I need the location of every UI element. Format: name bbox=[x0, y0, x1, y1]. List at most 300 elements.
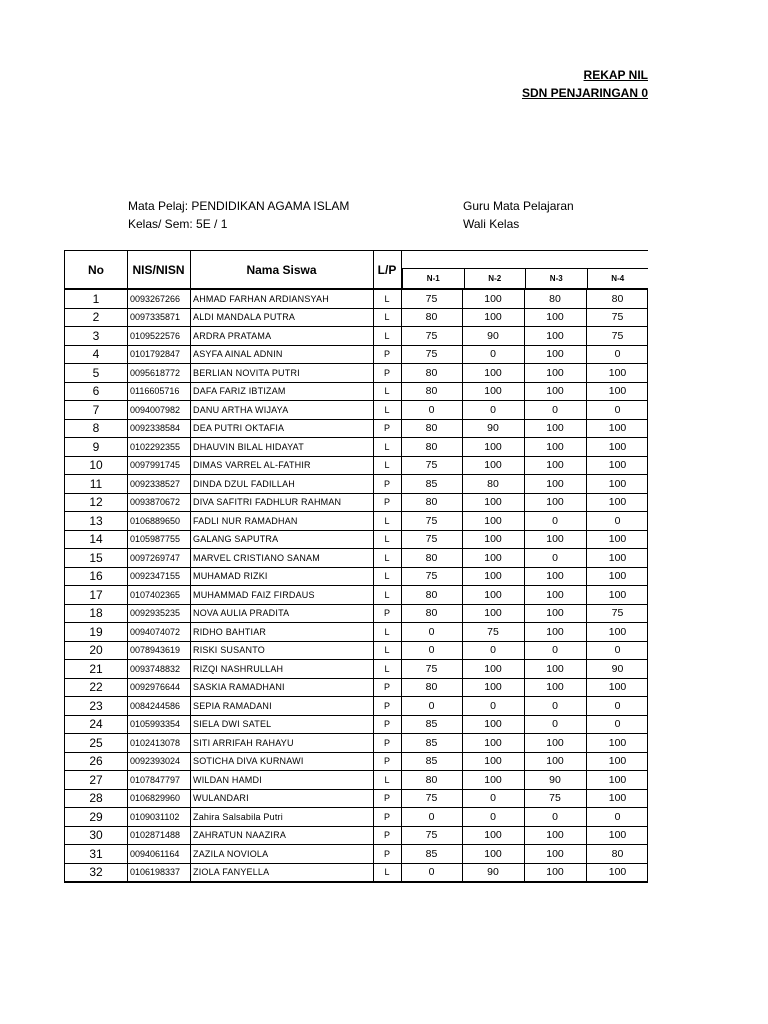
cell-nama: Zahira Salsabila Putri bbox=[193, 811, 283, 822]
cell-nama: BERLIAN NOVITA PUTRI bbox=[193, 367, 300, 378]
table-row bbox=[65, 734, 648, 753]
cell-lp: P bbox=[383, 349, 390, 360]
cell-nama: NOVA AULIA PRADITA bbox=[193, 608, 290, 619]
divider bbox=[373, 549, 374, 567]
cell-nama: MARVEL CRISTIANO SANAM bbox=[193, 552, 320, 563]
cell-lp: L bbox=[384, 867, 390, 878]
cell-n4: 0 bbox=[614, 514, 621, 527]
cell-nis: 0092935235 bbox=[130, 608, 181, 619]
cell-n2: 100 bbox=[484, 533, 502, 546]
divider bbox=[462, 512, 463, 530]
divider bbox=[190, 549, 191, 567]
cell-n4: 100 bbox=[608, 533, 627, 546]
divider bbox=[190, 679, 191, 697]
divider bbox=[127, 290, 128, 308]
report-title: REKAP NIL bbox=[583, 68, 648, 82]
divider bbox=[373, 251, 374, 288]
table-row bbox=[65, 827, 648, 846]
divider bbox=[127, 568, 128, 586]
divider bbox=[462, 290, 463, 308]
divider bbox=[401, 605, 402, 623]
cell-lp: L bbox=[384, 589, 390, 600]
cell-lp: L bbox=[384, 460, 390, 471]
divider bbox=[127, 420, 128, 438]
divider bbox=[462, 827, 463, 845]
col-header-nis: NIS/NISN bbox=[132, 262, 185, 277]
divider bbox=[373, 346, 374, 364]
divider bbox=[127, 512, 128, 530]
cell-n3: 0 bbox=[552, 810, 558, 823]
cell-no: 30 bbox=[89, 828, 103, 843]
cell-nama: ARDRA PRATAMA bbox=[193, 330, 272, 341]
cell-n1: 85 bbox=[425, 847, 438, 860]
divider bbox=[524, 475, 525, 493]
cell-n4: 100 bbox=[608, 477, 627, 490]
score-subheader bbox=[402, 268, 648, 288]
cell-n1: 75 bbox=[425, 348, 438, 361]
divider bbox=[462, 845, 463, 863]
divider bbox=[462, 383, 463, 401]
divider bbox=[586, 364, 587, 382]
divider bbox=[127, 327, 128, 345]
cell-nis: 0094061164 bbox=[130, 848, 180, 859]
divider bbox=[373, 327, 374, 345]
divider bbox=[524, 827, 525, 845]
cell-n3: 100 bbox=[546, 477, 564, 490]
cell-no: 22 bbox=[89, 680, 103, 695]
cell-lp: P bbox=[383, 682, 390, 693]
cell-lp: L bbox=[384, 571, 390, 582]
divider bbox=[586, 808, 587, 826]
divider bbox=[586, 845, 587, 863]
cell-nis: 0097991745 bbox=[130, 460, 181, 471]
divider bbox=[524, 753, 525, 771]
cell-n2: 100 bbox=[484, 366, 502, 379]
cell-no: 26 bbox=[89, 754, 103, 769]
cell-nama: ZAHRATUN NAAZIRA bbox=[193, 830, 287, 841]
cell-lp: P bbox=[383, 478, 390, 489]
cell-n2: 0 bbox=[490, 644, 496, 657]
table-row bbox=[65, 753, 648, 772]
cell-lp: L bbox=[384, 645, 390, 656]
divider bbox=[190, 734, 191, 752]
table-row bbox=[65, 568, 648, 587]
divider bbox=[524, 327, 525, 345]
cell-n3: 100 bbox=[546, 736, 564, 749]
table-body bbox=[65, 290, 648, 882]
divider bbox=[524, 494, 525, 512]
cell-n4: 100 bbox=[608, 681, 627, 694]
cell-lp: L bbox=[384, 330, 390, 341]
divider bbox=[127, 438, 128, 456]
cell-n3: 100 bbox=[546, 847, 564, 860]
divider bbox=[524, 401, 525, 419]
divider bbox=[586, 753, 587, 771]
cell-n2: 0 bbox=[490, 699, 496, 712]
divider bbox=[127, 475, 128, 493]
divider bbox=[462, 753, 463, 771]
cell-n1: 75 bbox=[425, 792, 438, 805]
cell-nama: DIMAS VARREL AL-FATHIR bbox=[193, 460, 311, 471]
divider bbox=[401, 383, 402, 401]
divider bbox=[586, 623, 587, 641]
cell-no: 9 bbox=[92, 439, 100, 454]
cell-nis: 0107402365 bbox=[130, 589, 181, 600]
cell-n1: 80 bbox=[425, 385, 438, 398]
cell-n4: 80 bbox=[611, 847, 624, 860]
divider bbox=[373, 623, 374, 641]
divider bbox=[190, 642, 191, 660]
cell-lp: L bbox=[384, 293, 390, 304]
divider bbox=[373, 660, 374, 678]
divider bbox=[401, 531, 402, 549]
divider bbox=[401, 845, 402, 863]
cell-no: 21 bbox=[89, 661, 103, 676]
col-header-n2: N-2 bbox=[464, 269, 526, 288]
divider bbox=[127, 549, 128, 567]
cell-n3: 80 bbox=[549, 292, 561, 305]
cell-n3: 100 bbox=[546, 459, 564, 472]
divider bbox=[127, 494, 128, 512]
cell-n1: 80 bbox=[425, 440, 438, 453]
cell-n1: 0 bbox=[428, 403, 435, 416]
divider bbox=[586, 290, 587, 308]
cell-nama: WULANDARI bbox=[193, 793, 249, 804]
divider bbox=[373, 864, 374, 882]
divider bbox=[373, 679, 374, 697]
divider bbox=[524, 771, 525, 789]
cell-nis: 0106198337 bbox=[130, 867, 181, 878]
cell-lp: P bbox=[383, 423, 390, 434]
cell-n4: 75 bbox=[611, 607, 624, 620]
cell-lp: L bbox=[384, 626, 390, 637]
class-label: Kelas/ Sem: 5E / 1 bbox=[128, 217, 228, 231]
table-row bbox=[65, 401, 648, 420]
divider bbox=[586, 494, 587, 512]
cell-nis: 0105993354 bbox=[130, 719, 181, 730]
cell-lp: L bbox=[384, 312, 390, 323]
divider bbox=[190, 716, 191, 734]
divider bbox=[190, 864, 191, 882]
divider bbox=[524, 290, 525, 308]
cell-n4: 100 bbox=[608, 755, 627, 768]
cell-lp: P bbox=[383, 737, 390, 748]
cell-n1: 80 bbox=[425, 496, 438, 509]
cell-nama: SEPIA RAMADANI bbox=[193, 700, 272, 711]
divider bbox=[127, 771, 128, 789]
divider bbox=[190, 364, 191, 382]
cell-nis: 0092347155 bbox=[130, 571, 181, 582]
cell-n1: 75 bbox=[425, 662, 438, 675]
cell-no: 32 bbox=[89, 865, 103, 880]
cell-nama: SIELA DWI SATEL bbox=[193, 719, 272, 730]
grade-table bbox=[64, 250, 648, 883]
cell-n2: 100 bbox=[484, 718, 502, 731]
cell-n4: 0 bbox=[614, 644, 621, 657]
cell-n3: 100 bbox=[546, 570, 564, 583]
cell-lp: L bbox=[384, 404, 390, 415]
cell-n2: 100 bbox=[484, 662, 502, 675]
divider bbox=[586, 549, 587, 567]
divider bbox=[401, 290, 402, 308]
cell-no: 16 bbox=[89, 569, 103, 584]
cell-n4: 0 bbox=[614, 403, 621, 416]
divider bbox=[462, 734, 463, 752]
cell-n4: 80 bbox=[611, 292, 624, 305]
divider bbox=[190, 790, 191, 808]
divider bbox=[524, 642, 525, 660]
divider bbox=[373, 457, 374, 475]
divider bbox=[462, 549, 463, 567]
cell-no: 29 bbox=[89, 809, 103, 824]
table-row bbox=[65, 716, 648, 735]
divider bbox=[462, 327, 463, 345]
cell-n2: 0 bbox=[490, 403, 496, 416]
table-row bbox=[65, 475, 648, 494]
cell-n4: 90 bbox=[611, 662, 624, 675]
table-row bbox=[65, 586, 648, 605]
divider bbox=[401, 346, 402, 364]
cell-n3: 100 bbox=[546, 662, 564, 675]
cell-nis: 0116605716 bbox=[130, 386, 180, 397]
divider bbox=[586, 531, 587, 549]
cell-no: 19 bbox=[89, 624, 103, 639]
divider bbox=[373, 642, 374, 660]
divider bbox=[373, 586, 374, 604]
divider bbox=[524, 438, 525, 456]
cell-n1: 80 bbox=[425, 607, 438, 620]
divider bbox=[401, 808, 402, 826]
divider bbox=[401, 420, 402, 438]
divider bbox=[373, 420, 374, 438]
cell-n2: 90 bbox=[487, 422, 499, 435]
cell-n3: 0 bbox=[552, 551, 558, 564]
divider bbox=[586, 475, 587, 493]
cell-n4: 100 bbox=[608, 625, 627, 638]
cell-n4: 100 bbox=[608, 736, 627, 749]
table-row bbox=[65, 531, 648, 550]
cell-no: 20 bbox=[89, 643, 103, 658]
cell-n4: 100 bbox=[608, 551, 627, 564]
cell-n2: 0 bbox=[490, 792, 496, 805]
cell-n1: 80 bbox=[425, 551, 438, 564]
cell-n2: 100 bbox=[484, 681, 502, 694]
divider bbox=[401, 864, 402, 882]
divider bbox=[127, 586, 128, 604]
cell-nis: 0084244586 bbox=[130, 700, 181, 711]
divider bbox=[190, 420, 191, 438]
divider bbox=[586, 309, 587, 327]
divider bbox=[190, 771, 191, 789]
divider bbox=[373, 364, 374, 382]
divider bbox=[190, 438, 191, 456]
divider bbox=[190, 623, 191, 641]
cell-no: 15 bbox=[89, 550, 103, 565]
divider bbox=[373, 808, 374, 826]
divider bbox=[373, 790, 374, 808]
divider bbox=[462, 771, 463, 789]
cell-nama: DIVA SAFITRI FADHLUR RAHMAN bbox=[193, 497, 342, 508]
divider bbox=[524, 586, 525, 604]
divider bbox=[524, 845, 525, 863]
cell-n2: 90 bbox=[487, 866, 499, 879]
divider bbox=[127, 642, 128, 660]
divider bbox=[524, 383, 525, 401]
cell-lp: P bbox=[383, 848, 390, 859]
divider bbox=[462, 531, 463, 549]
divider bbox=[524, 660, 525, 678]
cell-n1: 75 bbox=[425, 514, 438, 527]
table-row bbox=[65, 457, 648, 476]
cell-n1: 0 bbox=[428, 644, 435, 657]
divider bbox=[401, 457, 402, 475]
divider bbox=[586, 790, 587, 808]
cell-nama: DINDA DZUL FADILLAH bbox=[193, 478, 295, 489]
divider bbox=[127, 864, 128, 882]
divider bbox=[401, 623, 402, 641]
divider bbox=[190, 660, 191, 678]
cell-n4: 100 bbox=[608, 366, 627, 379]
divider bbox=[462, 586, 463, 604]
cell-n3: 0 bbox=[552, 514, 558, 527]
cell-n2: 100 bbox=[484, 588, 502, 601]
divider bbox=[127, 623, 128, 641]
divider bbox=[401, 364, 402, 382]
cell-n3: 0 bbox=[552, 718, 558, 731]
divider bbox=[401, 549, 402, 567]
divider bbox=[586, 346, 587, 364]
divider bbox=[524, 457, 525, 475]
divider bbox=[401, 309, 402, 327]
divider bbox=[190, 827, 191, 845]
cell-n1: 80 bbox=[425, 366, 438, 379]
divider bbox=[373, 494, 374, 512]
cell-n2: 100 bbox=[484, 773, 502, 786]
divider bbox=[462, 605, 463, 623]
cell-nama: DHAUVIN BILAL HIDAYAT bbox=[193, 441, 304, 452]
cell-nis: 0106889650 bbox=[130, 515, 181, 526]
divider bbox=[586, 457, 587, 475]
cell-nama: SOTICHA DIVA KURNAWI bbox=[193, 756, 304, 767]
cell-nama: MUHAMMAD FAIZ FIRDAUS bbox=[193, 589, 315, 600]
divider bbox=[401, 734, 402, 752]
cell-nama: AHMAD FARHAN ARDIANSYAH bbox=[193, 293, 329, 304]
table-row bbox=[65, 512, 648, 531]
cell-nis: 0109522576 bbox=[130, 330, 181, 341]
divider bbox=[586, 568, 587, 586]
cell-n2: 100 bbox=[484, 755, 502, 768]
cell-nama: ALDI MANDALA PUTRA bbox=[193, 312, 296, 323]
divider bbox=[190, 251, 191, 288]
table-row bbox=[65, 383, 648, 402]
cell-n2: 100 bbox=[484, 385, 502, 398]
cell-no: 4 bbox=[92, 347, 100, 362]
divider bbox=[373, 531, 374, 549]
cell-nama: WILDAN HAMDI bbox=[193, 774, 262, 785]
cell-nama: ZIOLA FANYELLA bbox=[193, 867, 270, 878]
divider bbox=[462, 864, 463, 882]
divider bbox=[462, 475, 463, 493]
cell-n4: 0 bbox=[614, 718, 621, 731]
divider bbox=[190, 475, 191, 493]
divider bbox=[524, 346, 525, 364]
divider bbox=[373, 605, 374, 623]
divider bbox=[373, 716, 374, 734]
divider bbox=[586, 401, 587, 419]
cell-nis: 0092976644 bbox=[130, 682, 181, 693]
homeroom-label: Wali Kelas bbox=[463, 217, 520, 231]
divider bbox=[586, 827, 587, 845]
divider bbox=[190, 568, 191, 586]
cell-n1: 85 bbox=[425, 736, 438, 749]
divider bbox=[190, 753, 191, 771]
divider bbox=[190, 512, 191, 530]
cell-n2: 100 bbox=[484, 847, 502, 860]
cell-n4: 0 bbox=[614, 699, 621, 712]
divider bbox=[462, 346, 463, 364]
divider bbox=[127, 790, 128, 808]
cell-no: 13 bbox=[89, 513, 103, 528]
divider bbox=[190, 346, 191, 364]
cell-lp: L bbox=[384, 774, 390, 785]
cell-n3: 100 bbox=[546, 681, 564, 694]
cell-n3: 100 bbox=[546, 625, 564, 638]
cell-n3: 100 bbox=[546, 496, 564, 509]
divider bbox=[127, 808, 128, 826]
divider bbox=[462, 568, 463, 586]
cell-n2: 100 bbox=[484, 440, 502, 453]
cell-nis: 0109031102 bbox=[130, 811, 180, 822]
cell-n3: 100 bbox=[546, 311, 564, 324]
divider bbox=[586, 697, 587, 715]
col-header-n4: N-4 bbox=[587, 269, 649, 288]
divider bbox=[373, 383, 374, 401]
divider bbox=[524, 549, 525, 567]
divider bbox=[586, 771, 587, 789]
cell-n1: 85 bbox=[425, 718, 438, 731]
divider bbox=[524, 309, 525, 327]
divider bbox=[462, 679, 463, 697]
cell-lp: P bbox=[383, 811, 390, 822]
cell-nama: DANU ARTHA WIJAYA bbox=[193, 404, 289, 415]
cell-n2: 100 bbox=[484, 736, 502, 749]
divider bbox=[190, 605, 191, 623]
divider bbox=[462, 697, 463, 715]
cell-no: 28 bbox=[89, 791, 103, 806]
divider bbox=[127, 716, 128, 734]
cell-nis: 0078943619 bbox=[130, 645, 181, 656]
cell-nama: RIZQI NASHRULLAH bbox=[193, 663, 284, 674]
divider bbox=[190, 401, 191, 419]
divider bbox=[127, 697, 128, 715]
divider bbox=[401, 790, 402, 808]
divider bbox=[462, 642, 463, 660]
divider bbox=[401, 771, 402, 789]
cell-n4: 0 bbox=[614, 810, 621, 823]
cell-n3: 0 bbox=[552, 699, 558, 712]
cell-no: 6 bbox=[92, 384, 100, 399]
divider bbox=[586, 642, 587, 660]
cell-n3: 100 bbox=[546, 422, 564, 435]
divider bbox=[127, 753, 128, 771]
cell-n1: 0 bbox=[428, 625, 435, 638]
divider bbox=[524, 568, 525, 586]
cell-nis: 0092338584 bbox=[130, 423, 181, 434]
cell-n1: 75 bbox=[425, 533, 438, 546]
cell-n4: 100 bbox=[608, 422, 627, 435]
table-row bbox=[65, 549, 648, 568]
divider bbox=[462, 438, 463, 456]
